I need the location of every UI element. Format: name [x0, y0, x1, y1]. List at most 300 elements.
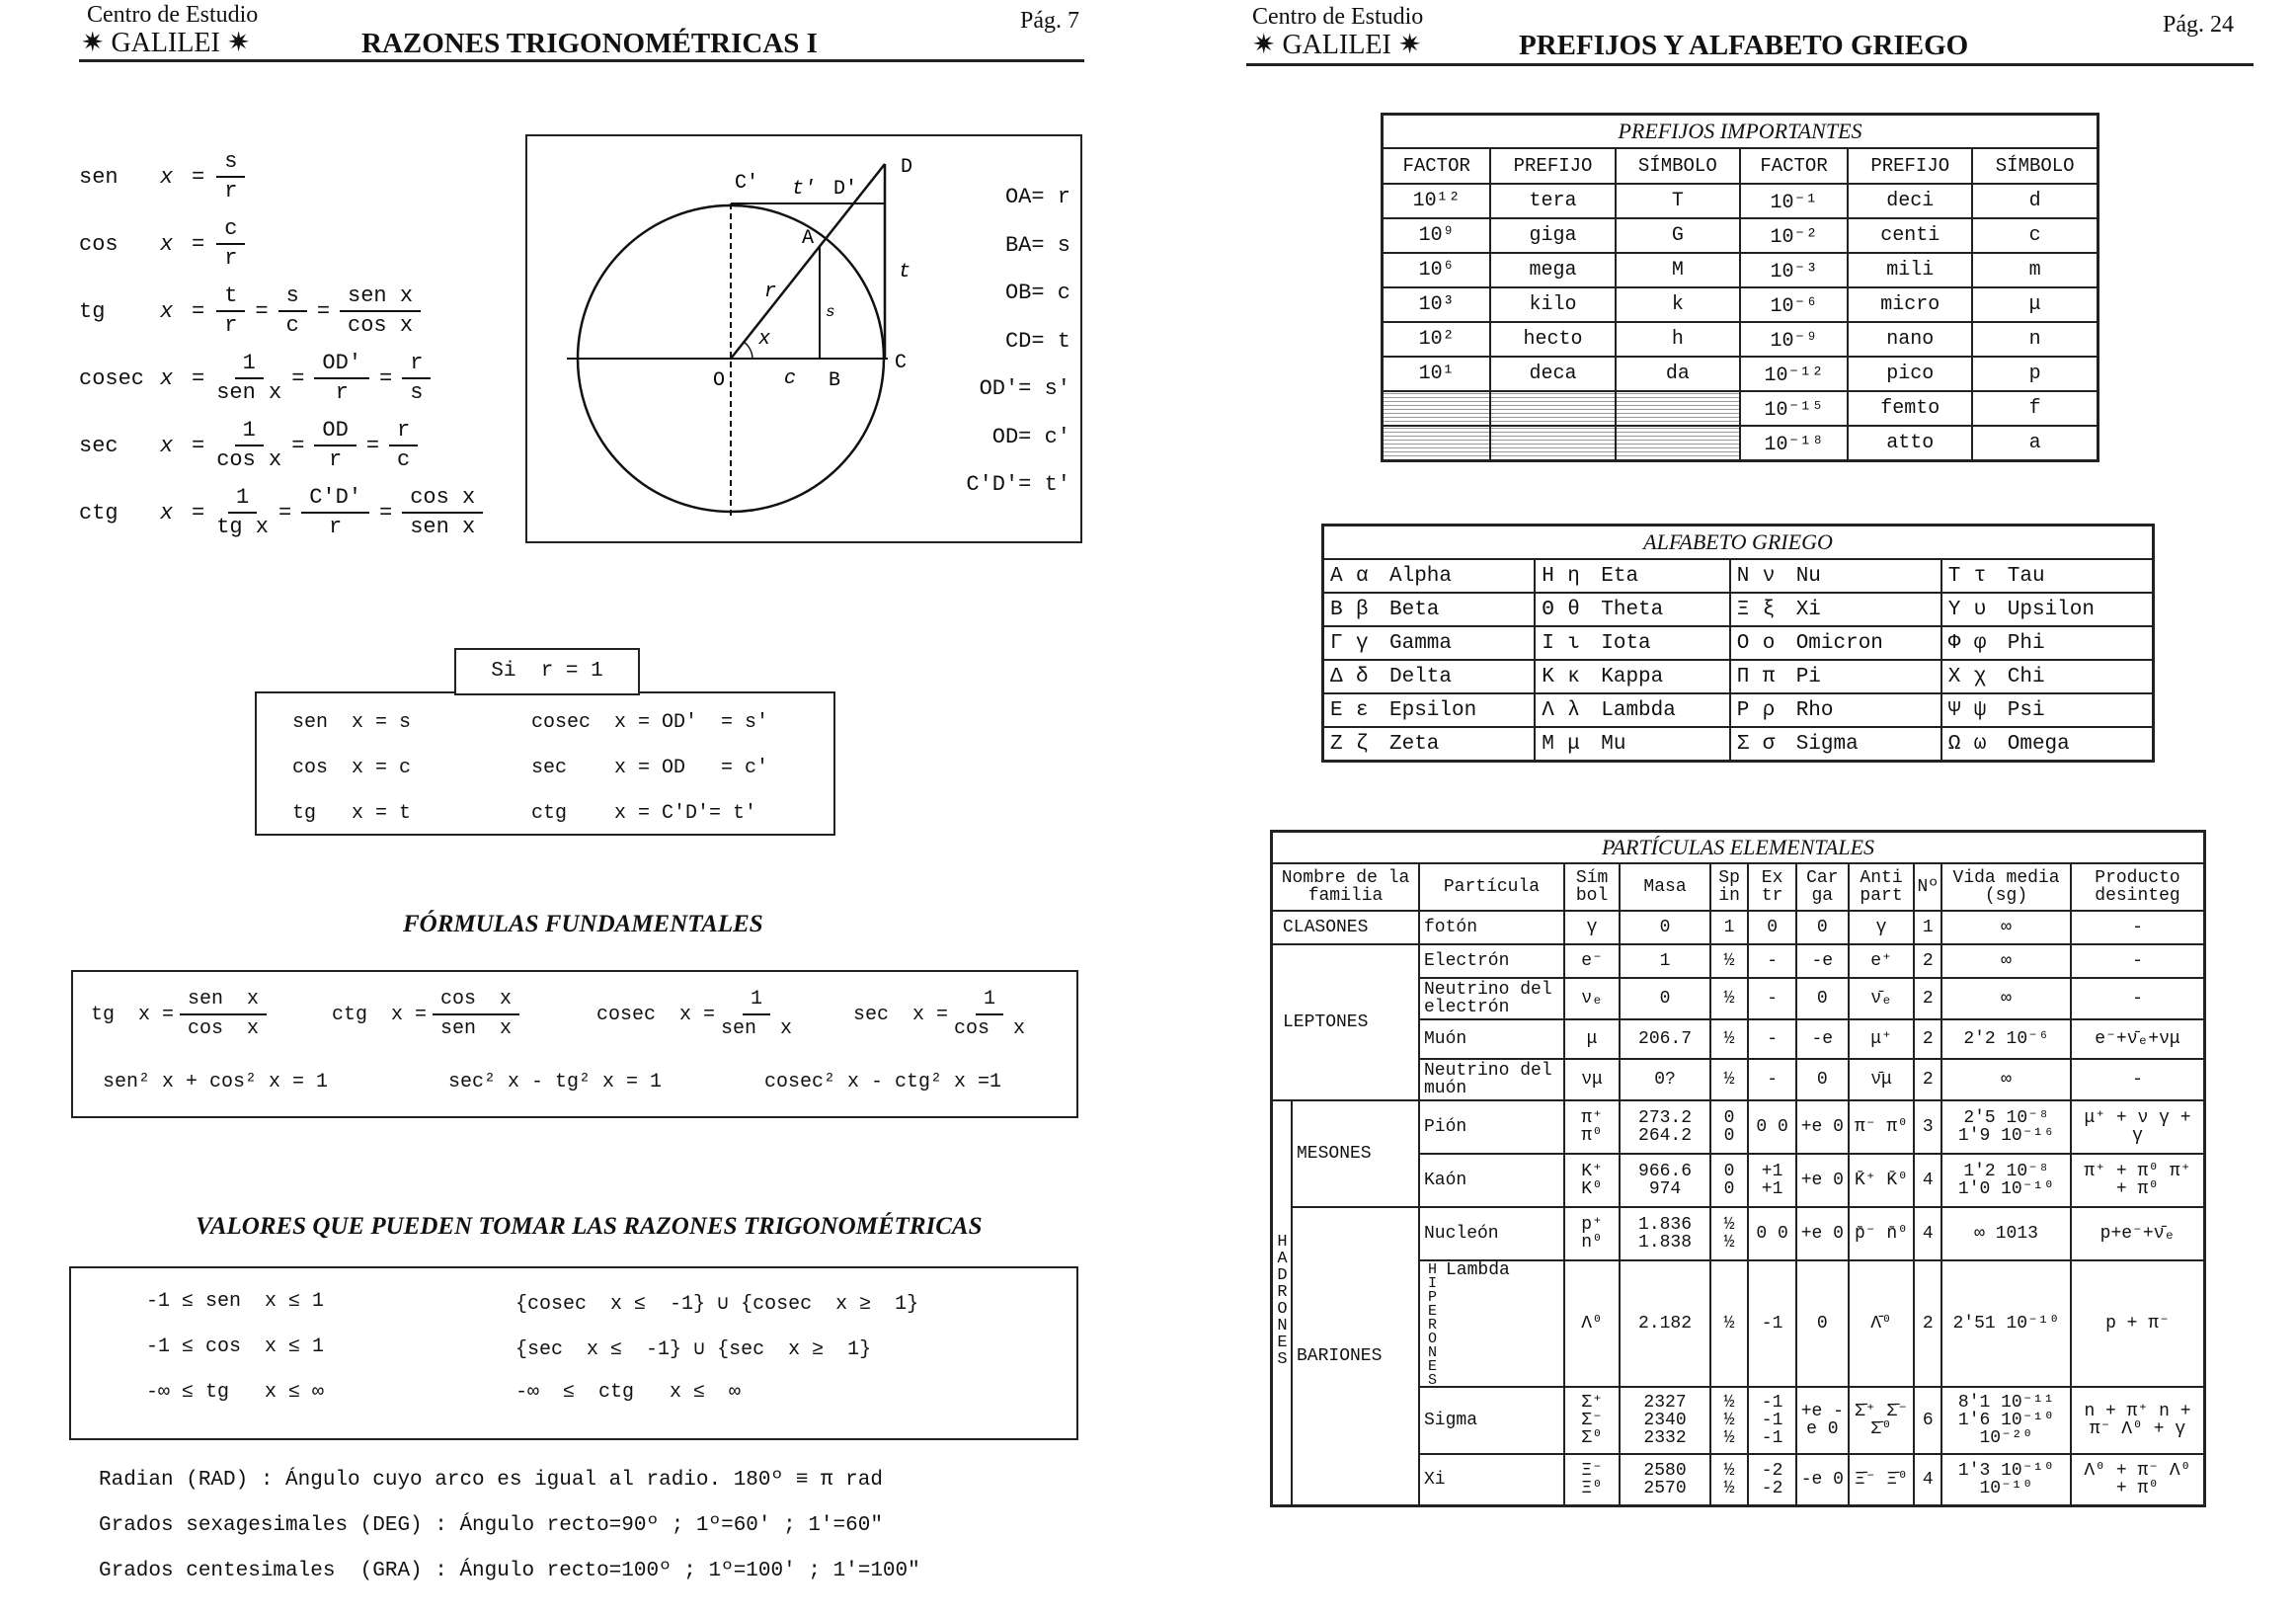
table-cell [1616, 426, 1740, 461]
griego-title: ALFABETO GRIEGO [1323, 526, 2154, 560]
numerator: 1 [235, 352, 264, 379]
table-cell: mega [1490, 253, 1615, 287]
particle-sym: Ξ⁻ Ξ⁰ [1564, 1454, 1620, 1506]
denominator: tg x [216, 515, 270, 539]
particle-vida: ∞ 1013 [1941, 1207, 2071, 1260]
particle-vida: 2'2 10⁻⁶ [1941, 1019, 2071, 1059]
equals-sign: = [192, 231, 205, 257]
greek-letter-cell [1323, 626, 1536, 660]
fraction [301, 486, 369, 539]
denominator: r [329, 515, 343, 539]
particle-ex: - [1748, 1059, 1796, 1100]
right-header-title: PREFIJOS Y ALFABETO GRIEGO [1519, 30, 1969, 61]
particle-mass: 2327 2340 2332 [1620, 1387, 1710, 1454]
greek-letter-cell [1535, 593, 1729, 626]
numerator: OD' [314, 352, 369, 379]
definition-row [79, 484, 489, 541]
greek-letter-cell [1730, 593, 1941, 626]
table-title-row [1323, 526, 2154, 560]
particulas-table [1270, 830, 2206, 1507]
equals-sign: = [291, 365, 305, 391]
fraction [402, 352, 431, 405]
column-header: Producto desinteg [2071, 863, 2205, 911]
table-cell: G [1616, 218, 1740, 253]
angle-arc [744, 342, 752, 359]
table-title-row [1272, 832, 2205, 864]
numerator: cos x [433, 988, 519, 1015]
denominator: r [329, 447, 343, 472]
greek-upper: Ψ [1947, 698, 1961, 722]
range-right: {sec x ≤ -1} ∪ {sec x ≥ 1} [515, 1338, 872, 1361]
denominator: sen x [216, 380, 282, 405]
greek-lower: τ [1973, 564, 1987, 588]
unit-circle-diagram [527, 136, 922, 541]
greek-name: Chi [2007, 665, 2045, 688]
greek-name: Xi [1795, 598, 1821, 621]
formulas-box [71, 970, 1078, 1118]
particle-spin: ½ ½ [1710, 1207, 1748, 1260]
particle-ex: - [1748, 1019, 1796, 1059]
particle-prod: p+e⁻+ν̄ₑ [2071, 1207, 2205, 1260]
fraction [433, 988, 519, 1041]
particle-mass: 1 [1620, 944, 1710, 978]
table-cell [1383, 426, 1491, 461]
particle-vida: 2'5 10⁻⁸ 1'9 10⁻¹⁶ [1941, 1100, 2071, 1154]
greek-upper: Γ [1330, 631, 1343, 655]
greek-lower: α [1356, 564, 1369, 588]
particle-sym: μ [1564, 1019, 1620, 1059]
particle-name-text: Neutrino del muón [1424, 1061, 1552, 1098]
table-cell: tera [1490, 184, 1615, 218]
greek-lower: φ [1973, 631, 1987, 655]
greek-lower: ζ [1356, 732, 1369, 756]
table-cell: centi [1848, 218, 1972, 253]
greek-letter-cell [1535, 693, 1729, 727]
greek-lower: π [1762, 665, 1776, 688]
table-cell: giga [1490, 218, 1615, 253]
greek-letter-cell [1535, 559, 1729, 593]
greek-name: Kappa [1601, 665, 1664, 688]
table-cell: 10² [1383, 322, 1491, 357]
particle-anti: K̄⁺ K̄⁰ [1849, 1154, 1915, 1207]
valores-heading: VALORES QUE PUEDEN TOMAR LAS RAZONES TRIGONOMÉTRICAS [196, 1213, 983, 1240]
greek-lower: θ [1567, 598, 1580, 621]
greek-lower: β [1356, 598, 1369, 621]
particle-q: +e 0 [1796, 1100, 1849, 1154]
greek-upper: Θ [1542, 598, 1554, 621]
definition-row [79, 417, 424, 474]
denominator: s [410, 380, 424, 405]
particle-spin: 1 [1710, 911, 1748, 944]
table-cell: deca [1490, 357, 1615, 391]
numerator: c [216, 217, 245, 245]
legend-item: OA= r [1004, 185, 1070, 209]
definition-row [79, 283, 427, 340]
table-cell: atto [1848, 426, 1972, 461]
column-header: Sím bol [1564, 863, 1620, 911]
greek-name: Epsilon [1389, 698, 1477, 722]
particle-vida: 2'51 10⁻¹⁰ [1941, 1260, 2071, 1387]
particle-n: 2 [1914, 1260, 1941, 1387]
particle-n: 4 [1914, 1207, 1941, 1260]
particle-name [1419, 1100, 1564, 1154]
table-row [1272, 1207, 2205, 1260]
right-header-center: Centro de Estudio [1252, 4, 1424, 30]
particle-spin: ½ [1710, 944, 1748, 978]
greek-letter-cell [1941, 727, 2154, 762]
particle-mass: 273.2 264.2 [1620, 1100, 1710, 1154]
formula [853, 988, 1031, 1041]
greek-letter-cell [1941, 593, 2154, 626]
particle-q: +e 0 [1796, 1154, 1849, 1207]
particle-spin: ½ ½ ½ [1710, 1387, 1748, 1454]
right-header-rule [1246, 63, 2254, 66]
label-a: A [802, 227, 815, 250]
table-cell: micro [1848, 287, 1972, 322]
table-cell: 10³ [1383, 287, 1491, 322]
greek-upper: Φ [1947, 631, 1961, 655]
equals-sign: = [192, 433, 205, 458]
table-cell [1616, 391, 1740, 426]
column-header: PREFIJO [1490, 148, 1615, 184]
particle-sym: Λ⁰ [1564, 1260, 1620, 1387]
particle-spin: 0 0 [1710, 1154, 1748, 1207]
particle-name [1419, 1207, 1564, 1260]
particle-q: 0 [1796, 1059, 1849, 1100]
greek-upper: Κ [1542, 665, 1554, 688]
numerator: 1 [228, 486, 257, 514]
left-header-rule [79, 59, 1084, 62]
particle-anti: π⁻ π⁰ [1849, 1100, 1915, 1154]
greek-name: Pi [1795, 665, 1821, 688]
denominator: cos x [954, 1017, 1026, 1040]
greek-name: Lambda [1601, 698, 1676, 722]
column-header: Ex tr [1748, 863, 1796, 911]
numerator: 1 [743, 988, 770, 1015]
label-c-prime: C' [735, 172, 759, 195]
left-page [0, 0, 1146, 1618]
fraction [180, 988, 267, 1041]
fraction [954, 988, 1025, 1041]
variable: x [160, 164, 174, 190]
table-row [1272, 911, 2205, 944]
particle-vida: ∞ [1941, 944, 2071, 978]
definition-row [79, 148, 251, 205]
table-cell: T [1616, 184, 1740, 218]
particle-anti: Ξ̄⁻ Ξ̄⁰ [1849, 1454, 1915, 1506]
formula [91, 988, 273, 1041]
particle-name [1419, 1387, 1564, 1454]
table-cell: p [1972, 357, 2098, 391]
variable: x [160, 500, 174, 526]
particle-ex: -2 -2 [1748, 1454, 1796, 1506]
particle-q: 0 [1796, 1260, 1849, 1387]
particle-ex: 0 0 [1748, 1100, 1796, 1154]
greek-lower: κ [1567, 665, 1580, 688]
particle-prod: μ⁺ + ν γ + γ [2071, 1100, 2205, 1154]
table-cell [1490, 426, 1615, 461]
denominator: cos x [348, 313, 414, 338]
particle-ex: - [1748, 944, 1796, 978]
particle-prod: n + π⁺ n + π⁻ Λ⁰ + γ [2071, 1387, 2205, 1454]
column-header: FACTOR [1740, 148, 1848, 184]
table-cell: 10⁻³ [1740, 253, 1848, 287]
numerator: cos x [402, 486, 483, 514]
column-header: Nº [1914, 863, 1941, 911]
greek-upper: Ξ [1736, 598, 1750, 621]
greek-lower: υ [1973, 598, 1987, 621]
table-row [1272, 944, 2205, 978]
particle-spin: ½ [1710, 1260, 1748, 1387]
particle-sym: π⁺ π⁰ [1564, 1100, 1620, 1154]
fraction [216, 486, 269, 539]
table-cell: n [1972, 322, 2098, 357]
variable: x [160, 365, 174, 391]
greek-upper: Ν [1736, 564, 1750, 588]
particle-vida: 8'1 10⁻¹¹ 1'6 10⁻¹⁰ 10⁻²⁰ [1941, 1387, 2071, 1454]
particle-mass: 2580 2570 [1620, 1454, 1710, 1506]
greek-name: Tau [2007, 564, 2045, 588]
particle-prod: p + π⁻ [2071, 1260, 2205, 1387]
variable: x [160, 298, 174, 324]
prefijos-table-wrap [1381, 113, 2099, 462]
table-cell: 10⁶ [1383, 253, 1491, 287]
fraction [216, 419, 281, 472]
greek-letter-cell [1535, 626, 1729, 660]
equals-sign: = [379, 500, 393, 526]
label-d: D [901, 156, 913, 179]
range-left: -1 ≤ cos x ≤ 1 [146, 1335, 325, 1358]
greek-lower: χ [1973, 665, 1987, 688]
equals-sign: = [192, 500, 205, 526]
greek-letter-cell [1323, 660, 1536, 693]
particle-ex: +1 +1 [1748, 1154, 1796, 1207]
particle-name [1419, 911, 1564, 944]
denominator: sen x [410, 515, 476, 539]
particle-name [1419, 1154, 1564, 1207]
greek-upper: Λ [1542, 698, 1554, 722]
particle-name-text: Pión [1424, 1117, 1467, 1137]
denominator: sen x [721, 1017, 793, 1040]
table-cell: femto [1848, 391, 1972, 426]
table-cell: 10⁻² [1740, 218, 1848, 253]
function-name: sen [79, 164, 119, 190]
numerator: s [278, 284, 307, 312]
greek-name: Alpha [1389, 564, 1453, 588]
greek-name: Omega [2007, 732, 2070, 756]
greek-upper: Ζ [1330, 732, 1343, 756]
particle-anti: γ [1849, 911, 1915, 944]
particle-mass: 0 [1620, 978, 1710, 1019]
greek-letter-cell [1535, 727, 1729, 762]
greek-upper: Ω [1947, 732, 1961, 756]
family-clasones: CLASONES [1272, 911, 1420, 944]
table-row [1383, 218, 2098, 253]
greek-name: Rho [1795, 698, 1834, 722]
right-page [1146, 0, 2296, 1618]
table-row [1323, 727, 2154, 762]
table-cell: pico [1848, 357, 1972, 391]
equals-sign: = [291, 433, 305, 458]
particle-prod: - [2071, 1059, 2205, 1100]
particle-vida: ∞ [1941, 911, 2071, 944]
formulas-heading: FÓRMULAS FUNDAMENTALES [403, 911, 763, 937]
table-cell: nano [1848, 322, 1972, 357]
formula [596, 988, 798, 1041]
particle-vida: 1'2 10⁻⁸ 1'0 10⁻¹⁰ [1941, 1154, 2071, 1207]
griego-table [1321, 524, 2155, 763]
column-header: Car ga [1796, 863, 1849, 911]
column-header: SÍMBOLO [1972, 148, 2098, 184]
particle-name-text: Kaón [1424, 1171, 1467, 1190]
greek-letter-cell [1730, 660, 1941, 693]
greek-lower: δ [1356, 665, 1369, 688]
unit-circle-box [525, 134, 1082, 543]
formula-lhs: ctg x = [332, 1003, 428, 1026]
particle-anti: μ⁺ [1849, 1019, 1915, 1059]
particle-anti: e⁺ [1849, 944, 1915, 978]
fraction [216, 352, 281, 405]
greek-letter-cell [1730, 559, 1941, 593]
greek-name: Eta [1601, 564, 1639, 588]
column-header: Partícula [1419, 863, 1564, 911]
numerator: 1 [235, 419, 264, 446]
particle-mass: 206.7 [1620, 1019, 1710, 1059]
particle-anti: ν̄ₑ [1849, 978, 1915, 1019]
particle-ex: -1 [1748, 1260, 1796, 1387]
particle-sym: νμ [1564, 1059, 1620, 1100]
particle-name-text: fotón [1424, 918, 1478, 937]
greek-upper: Δ [1330, 665, 1343, 688]
equals-sign: = [365, 433, 380, 458]
denominator: sen x [440, 1017, 513, 1040]
units-notes [99, 1458, 1086, 1594]
greek-lower: μ [1567, 732, 1580, 756]
table-row [1383, 391, 2098, 426]
greek-upper: Η [1542, 564, 1554, 588]
legend-item: OD= c' [991, 424, 1070, 449]
column-header: Nombre de la familia [1272, 863, 1420, 911]
table-cell: 10⁻¹⁸ [1740, 426, 1848, 461]
table-row [1323, 559, 2154, 593]
si-r-label: Si r = 1 [491, 660, 603, 683]
particle-name [1419, 944, 1564, 978]
fraction [721, 988, 792, 1041]
diagram-legend [962, 174, 1070, 510]
particle-q: -e 0 [1796, 1454, 1849, 1506]
si-row-left: sen x = s [292, 711, 412, 734]
function-name: sec [79, 433, 119, 458]
table-header-row [1272, 863, 2205, 911]
family-bariones: BARIONES [1292, 1207, 1419, 1506]
table-cell: 10⁻⁹ [1740, 322, 1848, 357]
greek-lower: ε [1356, 698, 1369, 722]
greek-lower: ξ [1762, 598, 1776, 621]
particle-n: 4 [1914, 1154, 1941, 1207]
particle-q: +e 0 [1796, 1207, 1849, 1260]
variable: x [160, 231, 174, 257]
fraction [402, 486, 483, 539]
particle-prod: π⁺ + π⁰ π⁺ + π⁰ [2071, 1154, 2205, 1207]
particle-vida: ∞ [1941, 1059, 2071, 1100]
greek-letter-cell [1730, 727, 1941, 762]
si-row-left: tg x = t [292, 802, 412, 825]
particle-name-text: Xi [1424, 1470, 1446, 1490]
denominator: r [335, 380, 349, 405]
particle-spin: 0 0 [1710, 1100, 1748, 1154]
family-leptones: LEPTONES [1272, 944, 1420, 1100]
label-t-prime: t' [792, 178, 817, 201]
range-right: -∞ ≤ ctg x ≤ ∞ [515, 1381, 742, 1404]
table-cell: hecto [1490, 322, 1615, 357]
particle-name-text: Neutrino del electrón [1424, 980, 1552, 1017]
table-row [1323, 693, 2154, 727]
numerator: s [216, 150, 245, 178]
si-r-equal-1-box [255, 691, 835, 836]
label-b: B [829, 369, 841, 392]
left-header-center: Centro de Estudio [87, 2, 259, 28]
greek-upper: Ρ [1736, 698, 1750, 722]
identity: sec² x - tg² x = 1 [448, 1071, 663, 1093]
greek-name: Zeta [1389, 732, 1440, 756]
particle-q: 0 [1796, 911, 1849, 944]
particle-ex: 0 [1748, 911, 1796, 944]
greek-lower: η [1567, 564, 1580, 588]
function-name: tg [79, 298, 106, 324]
particle-vida: ∞ [1941, 978, 2071, 1019]
function-name: cos [79, 231, 119, 257]
particle-name-text: Sigma [1424, 1411, 1478, 1430]
equals-sign: = [255, 298, 269, 324]
particle-sym: K⁺ K⁰ [1564, 1154, 1620, 1207]
table-row [1383, 287, 2098, 322]
greek-name: Phi [2007, 631, 2045, 655]
table-row [1383, 253, 2098, 287]
particle-anti: p̄⁻ n̄⁰ [1849, 1207, 1915, 1260]
hadrones-label: HADRONES [1273, 1233, 1292, 1367]
table-cell: 10¹² [1383, 184, 1491, 218]
label-t: t [899, 261, 911, 283]
greek-upper: Τ [1947, 564, 1961, 588]
right-header-galilei: ✷ GALILEI ✷ [1252, 30, 1422, 60]
particle-mass: 966.6 974 [1620, 1154, 1710, 1207]
particle-n: 2 [1914, 944, 1941, 978]
particle-spin: ½ ½ [1710, 1454, 1748, 1506]
numerator: C'D' [301, 486, 369, 514]
legend-item: OB= c [1004, 281, 1070, 305]
table-cell: da [1616, 357, 1740, 391]
denominator: cos x [188, 1017, 260, 1040]
fraction [216, 150, 245, 203]
numerator: t [216, 284, 245, 312]
greek-name: Omicron [1795, 631, 1883, 655]
function-name: cosec [79, 365, 145, 391]
table-cell: k [1616, 287, 1740, 322]
label-c-point: C [895, 352, 908, 374]
definitions-block [79, 148, 504, 553]
equals-sign: = [192, 298, 205, 324]
greek-letter-cell [1941, 559, 2154, 593]
greek-upper: Σ [1736, 732, 1750, 756]
particle-sym: Σ⁺ Σ⁻ Σ⁰ [1564, 1387, 1620, 1454]
particle-sym: p⁺ n⁰ [1564, 1207, 1620, 1260]
greek-letter-cell [1941, 626, 2154, 660]
greek-name: Nu [1795, 564, 1821, 588]
equals-sign: = [316, 298, 331, 324]
particle-spin: ½ [1710, 978, 1748, 1019]
table-cell: μ [1972, 287, 2098, 322]
greek-lower: ο [1762, 631, 1776, 655]
